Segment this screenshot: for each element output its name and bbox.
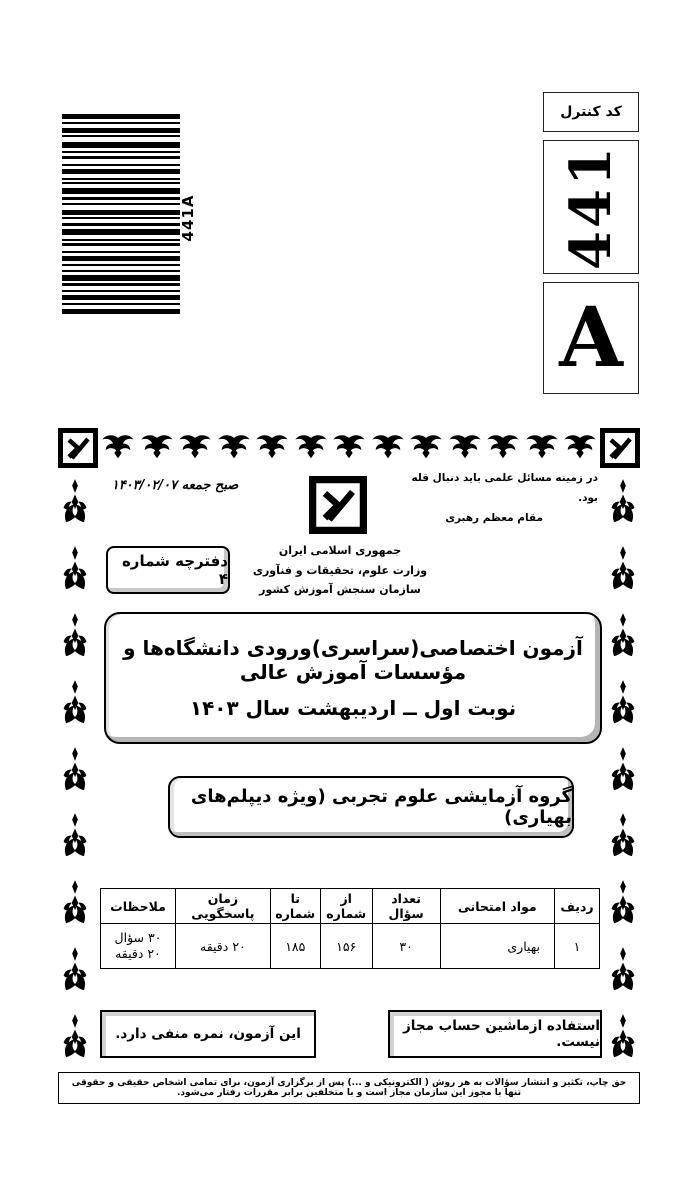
organization-lines — [240, 541, 440, 600]
cell-from-number: ۱۵۶ — [320, 924, 372, 969]
exam-title-box — [104, 612, 602, 744]
notes-line1: ۳۰ سؤال — [114, 930, 162, 945]
calculator-notice: استفاده ازماشین حساب مجاز نیست. — [403, 1018, 600, 1050]
frame-corner-logo-left — [58, 428, 98, 468]
negative-score-notice-box — [100, 1010, 316, 1058]
barcode-label: 441A — [179, 194, 197, 242]
col-subject: مواد امتحانی — [440, 889, 555, 924]
booklet-number: دفترچه شماره ۴ — [121, 552, 228, 588]
copyright-bar — [58, 1072, 640, 1104]
frame-top-ornaments — [98, 433, 600, 463]
col-question-count: تعداد سؤال — [372, 889, 440, 924]
control-code-value: 441 — [558, 144, 624, 270]
barcode — [62, 114, 180, 317]
booklet-variant-box — [543, 282, 639, 394]
col-notes: ملاحظات — [101, 889, 176, 924]
cell-answer-time: ۲۰ دقیقه — [175, 924, 270, 969]
booklet-variant-letter: A — [559, 290, 623, 386]
cell-notes — [101, 924, 176, 969]
control-code-label-box — [543, 92, 639, 132]
frame-top-border — [58, 428, 640, 468]
exam-schedule-table — [100, 888, 600, 969]
frame-corner-logo-right — [600, 428, 640, 468]
notes-line2: ۲۰ دقیقه — [115, 946, 161, 961]
col-answer-time: زمان پاسخگویی — [175, 889, 270, 924]
col-radif: ردیف — [555, 889, 600, 924]
cell-radif: ۱ — [555, 924, 600, 969]
frame-left-ornaments — [58, 472, 92, 1065]
table-header-row — [101, 889, 600, 924]
cell-subject: بهیاری — [440, 924, 555, 969]
table-row — [101, 924, 600, 969]
org-country: جمهوری اسلامی ایران — [278, 544, 402, 557]
col-from-number: از شماره — [320, 889, 372, 924]
col-to-number: تا شماره — [270, 889, 320, 924]
sanjesh-logo — [309, 476, 367, 534]
booklet-number-box — [106, 546, 230, 594]
exam-title-line1: آزمون اختصاصی(سراسری)ورودی دانشگاه‌ها و مؤسسات آموزش عالی — [123, 636, 583, 684]
control-code-label: کد کنترل — [560, 104, 622, 120]
org-ministry: وزارت علوم، تحقیقات و فنآوری — [252, 563, 428, 577]
copyright-text: حق چاپ، تکثیر و انتشار سؤالات به هر روش ( الکترونیکی و ...) پس از برگزاری آزمون، برای تمامی اشخاص حقیقی و حقوقی تنها با مجوز این سازمان مجاز است و با متخلفین برابر مقررات رفتار می‌شود. — [71, 1078, 627, 1098]
leader-quote-text: در زمینه مسائل علمی باید دنبال قله بود. — [411, 472, 598, 504]
exam-date: صبح جمعه ۱۴۰۳/۰۲/۰۷ — [111, 478, 239, 493]
org-agency: سازمان سنجش آموزش کشور — [259, 583, 421, 596]
negative-score-notice: این آزمون، نمره منفی دارد. — [115, 1026, 301, 1042]
leader-quote — [388, 468, 598, 528]
control-code-box — [543, 140, 639, 274]
calculator-notice-box — [388, 1010, 602, 1058]
cell-to-number: ۱۸۵ — [270, 924, 320, 969]
exam-title-line2: نوبت اول ــ اردیبهشت سال ۱۴۰۳ — [189, 696, 517, 720]
exam-group-title: گروه آزمایشی علوم تجربی (ویژه دیپلم‌های بهیاری) — [190, 786, 572, 828]
cell-question-count: ۳۰ — [372, 924, 440, 969]
frame-right-ornaments — [606, 472, 640, 1065]
leader-quote-attribution: مقام معظم رهبری — [445, 512, 543, 524]
exam-group-box — [168, 776, 574, 838]
